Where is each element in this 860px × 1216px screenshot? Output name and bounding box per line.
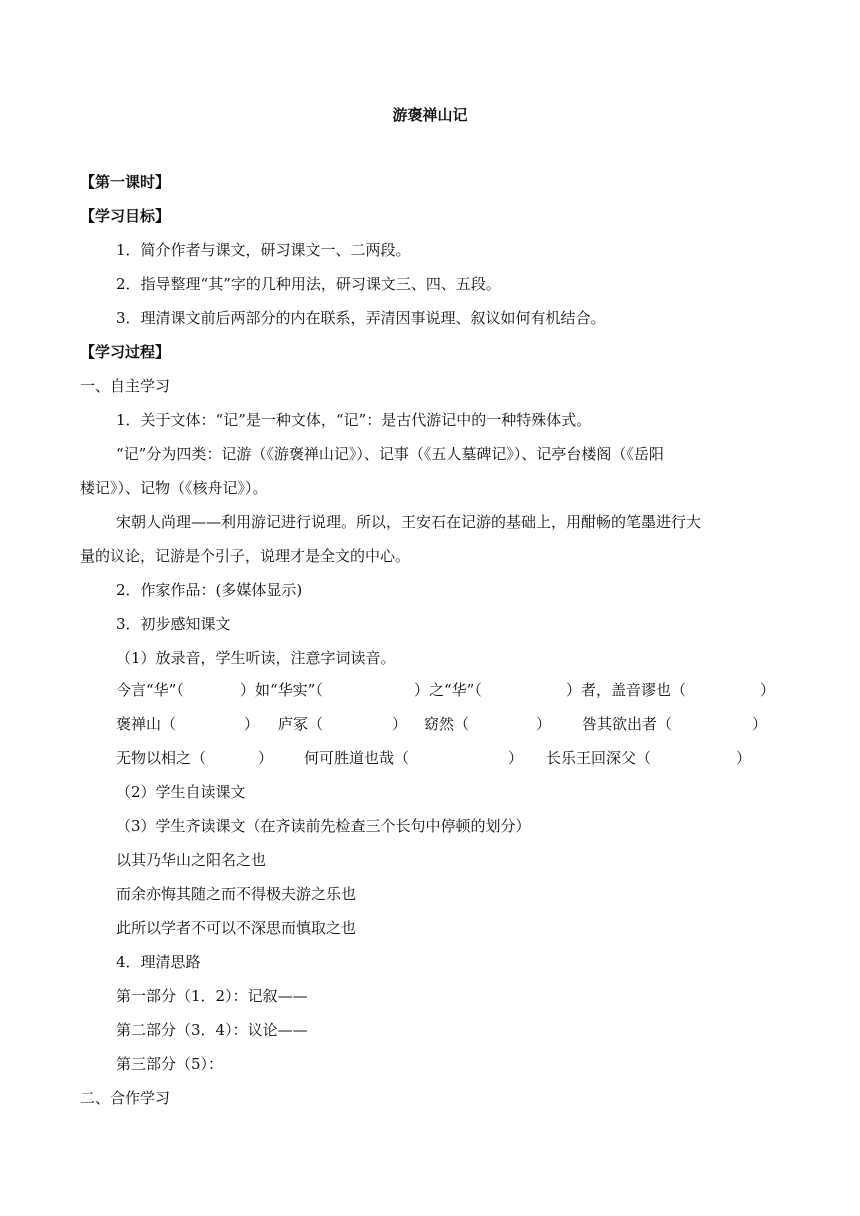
paragraph-line: 1．关于文体：“记”是一种文体，“记”：是古代游记中的一种特殊体式。 (116, 411, 592, 429)
objective-item: 1．简介作者与课文，研习课文一、二两段。 (116, 241, 411, 259)
paragraph-line: （1）放录音，学生听读，注意字词读音。 (116, 649, 396, 667)
pronunciation-prompt: 咎其欲出者（ (582, 715, 673, 733)
paragraph-line: “记”分为四类：记游（《游褒禅山记》）、记事（《五人墓碑记》）、记亭台楼阁（《岳阳 (116, 445, 664, 463)
objective-item: 3．理清课文前后两部分的内在联系，弄清因事说理、叙议如何有机结合。 (116, 309, 606, 327)
pronunciation-prompt: ） (760, 681, 776, 699)
pronunciation-prompt: 长乐王回深父（ (546, 749, 652, 767)
paragraph-line: （2）学生自读课文 (116, 783, 246, 801)
document-title: 游褒禅山记 (392, 106, 468, 124)
process-heading: 【学习过程】 (80, 343, 171, 361)
outline-part: 第二部分（3．4）：议论—— (116, 1021, 308, 1039)
pronunciation-prompt: ） (508, 749, 524, 767)
paragraph-line: 宋朝人尚理——利用游记进行说理。所以，王安石在记游的基础上，用酣畅的笔墨进行大 (116, 513, 702, 531)
paragraph-line: 量的议论，记游是个引子，说理才是全文的中心。 (80, 547, 411, 565)
section-heading: 二、合作学习 (80, 1089, 171, 1107)
section-heading: 一、自主学习 (80, 377, 171, 395)
pronunciation-prompt: ）如“华实”（ (240, 681, 323, 699)
pronunciation-prompt: ） (752, 715, 768, 733)
pronunciation-prompt: 何可胜道也哉（ (304, 749, 410, 767)
sentence-line: 而余亦悔其随之而不得极夫游之乐也 (116, 885, 357, 903)
pronunciation-prompt: ） (258, 749, 274, 767)
paragraph-line: 3．初步感知课文 (116, 615, 231, 633)
outline-part: 第三部分（5）： (116, 1055, 224, 1073)
pronunciation-prompt: ） (536, 715, 552, 733)
outline-part: 第一部分（1．2）：记叙—— (116, 987, 308, 1005)
sentence-line: 此所以学者不可以不深思而慎取之也 (116, 919, 357, 937)
pronunciation-prompt: ） (736, 749, 752, 767)
lesson-heading: 【第一课时】 (80, 173, 171, 191)
pronunciation-prompt: ）者，盖音谬也（ (566, 681, 687, 699)
pronunciation-prompt: ） (392, 715, 408, 733)
objective-item: 2．指导整理“其”字的几种用法，研习课文三、四、五段。 (116, 275, 501, 293)
pronunciation-prompt: 窈然（ (424, 715, 470, 733)
pronunciation-prompt: 褒禅山（ (116, 715, 177, 733)
pronunciation-prompt: 无物以相之（ (116, 749, 207, 767)
pronunciation-prompt: ） (244, 715, 260, 733)
pronunciation-prompt: 今言“华”（ (116, 681, 184, 699)
paragraph-line: 4．理清思路 (116, 953, 201, 971)
sentence-line: 以其乃华山之阳名之也 (116, 851, 267, 869)
paragraph-line: （3）学生齐读课文（在齐读前先检查三个长句中停顿的划分） (116, 817, 531, 835)
pronunciation-prompt: 庐冢（ (278, 715, 324, 733)
paragraph-line: 2．作家作品：(多媒体显示) (116, 581, 303, 599)
pronunciation-prompt: ）之“华”（ (414, 681, 482, 699)
objectives-heading: 【学习目标】 (80, 207, 171, 225)
paragraph-line: 楼记》）、记物（《核舟记》）。 (80, 479, 268, 497)
